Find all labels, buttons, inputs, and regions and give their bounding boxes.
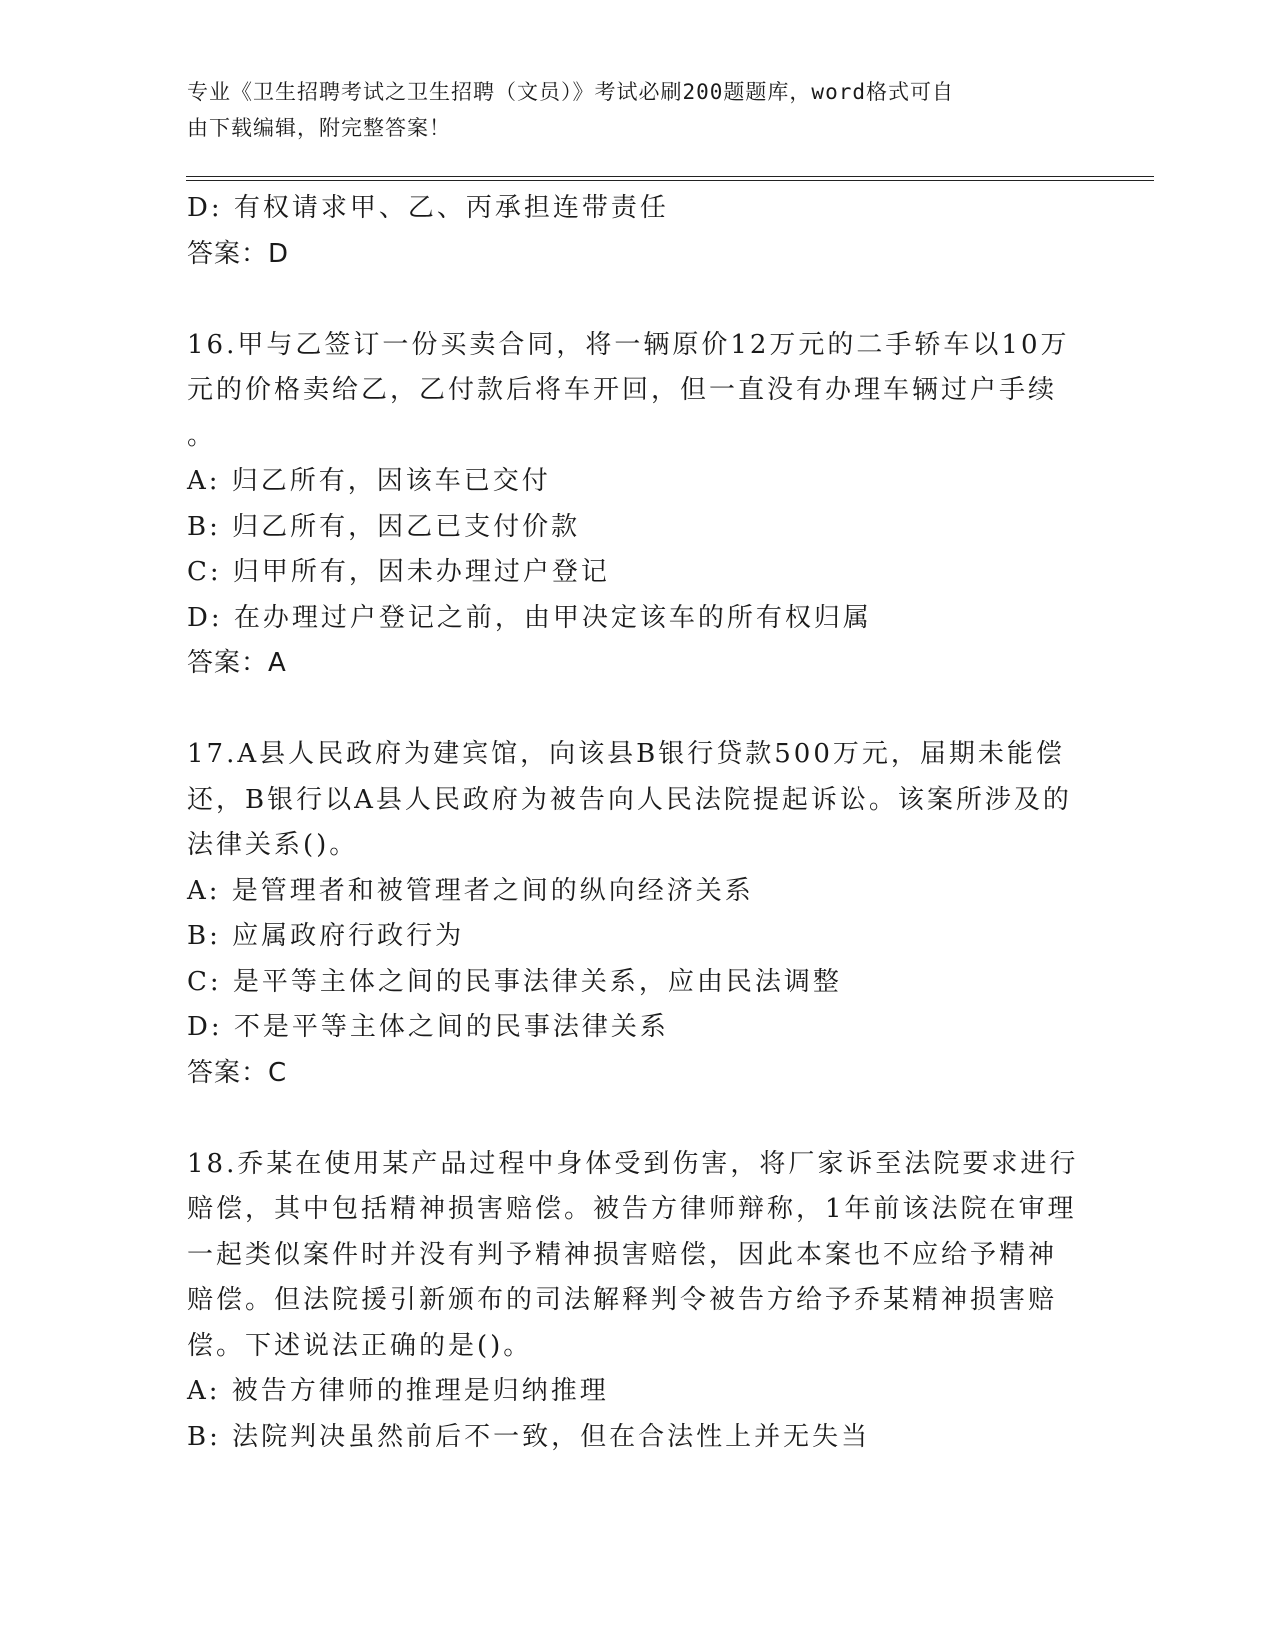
option-c: C: 归甲所有，因未办理过户登记 xyxy=(187,557,610,587)
option-d: D: 有权请求甲、乙、丙承担连带责任 xyxy=(187,193,669,223)
spacer xyxy=(187,687,1087,733)
question-stem-line: 17.A县人民政府为建宾馆，向该县B银行贷款500万元，届期未能偿 xyxy=(187,739,1065,769)
option-c: C: 是平等主体之间的民事法律关系，应由民法调整 xyxy=(187,966,842,997)
question-stem-line: 还，B银行以A县人民政府为被告向人民法院提起诉讼。该案所涉及的 xyxy=(187,784,1072,815)
header-divider xyxy=(186,176,1154,181)
spacer xyxy=(187,1096,1087,1142)
question-stem-line: 法律关系()。 xyxy=(187,830,359,860)
question-stem-line: 偿。下述说法正确的是()。 xyxy=(187,1330,533,1361)
document-header xyxy=(187,74,1067,146)
header-line-2: 由下载编辑，附完整答案！ xyxy=(187,116,451,140)
option-a: A: 被告方律师的推理是归纳推理 xyxy=(187,1376,609,1406)
question-stem-line: 赔偿，其中包括精神损害赔偿。被告方律师辩称，1年前该法院在审理 xyxy=(187,1194,1077,1224)
question-stem-line: 赔偿。但法院援引新颁布的司法解释判令被告方给予乔某精神损害赔 xyxy=(187,1285,1058,1315)
option-a: A: 归乙所有，因该车已交付 xyxy=(187,466,551,496)
question-17 xyxy=(187,732,1087,1096)
answer-line: 答案：A xyxy=(187,648,287,678)
option-d: D: 在办理过户登记之前，由甲决定该车的所有权归属 xyxy=(187,602,872,633)
question-stem-line: 元的价格卖给乙，乙付款后将车开回，但一直没有办理车辆过户手续 xyxy=(187,375,1058,405)
header-line-1: 专业《卫生招聘考试之卫生招聘（文员）》考试必刷200题题库，word格式可自 xyxy=(187,80,954,104)
option-b: B: 归乙所有，因乙已支付价款 xyxy=(187,511,581,542)
option-a: A: 是管理者和被管理者之间的纵向经济关系 xyxy=(187,875,754,906)
option-b: B: 应属政府行政行为 xyxy=(187,921,465,951)
question-stem-line: 一起类似案件时并没有判予精神损害赔偿，因此本案也不应给予精神 xyxy=(187,1239,1058,1270)
answer-line: 答案：D xyxy=(187,238,290,269)
question-stem-line: 。 xyxy=(187,420,217,451)
option-b: B: 法院判决虽然前后不一致，但在合法性上并无失当 xyxy=(187,1421,871,1452)
question-stem-line: 16.甲与乙签订一份买卖合同，将一辆原价12万元的二手轿车以10万 xyxy=(187,329,1070,360)
question-16 xyxy=(187,323,1087,687)
option-d: D: 不是平等主体之间的民事法律关系 xyxy=(187,1012,669,1042)
document-body xyxy=(187,186,1087,1460)
spacer xyxy=(187,277,1087,323)
previous-question-tail xyxy=(187,186,1087,277)
question-stem-line: 18.乔某在使用某产品过程中身体受到伤害，将厂家诉至法院要求进行 xyxy=(187,1148,1079,1179)
answer-line: 答案：C xyxy=(187,1057,288,1088)
question-18 xyxy=(187,1142,1087,1461)
